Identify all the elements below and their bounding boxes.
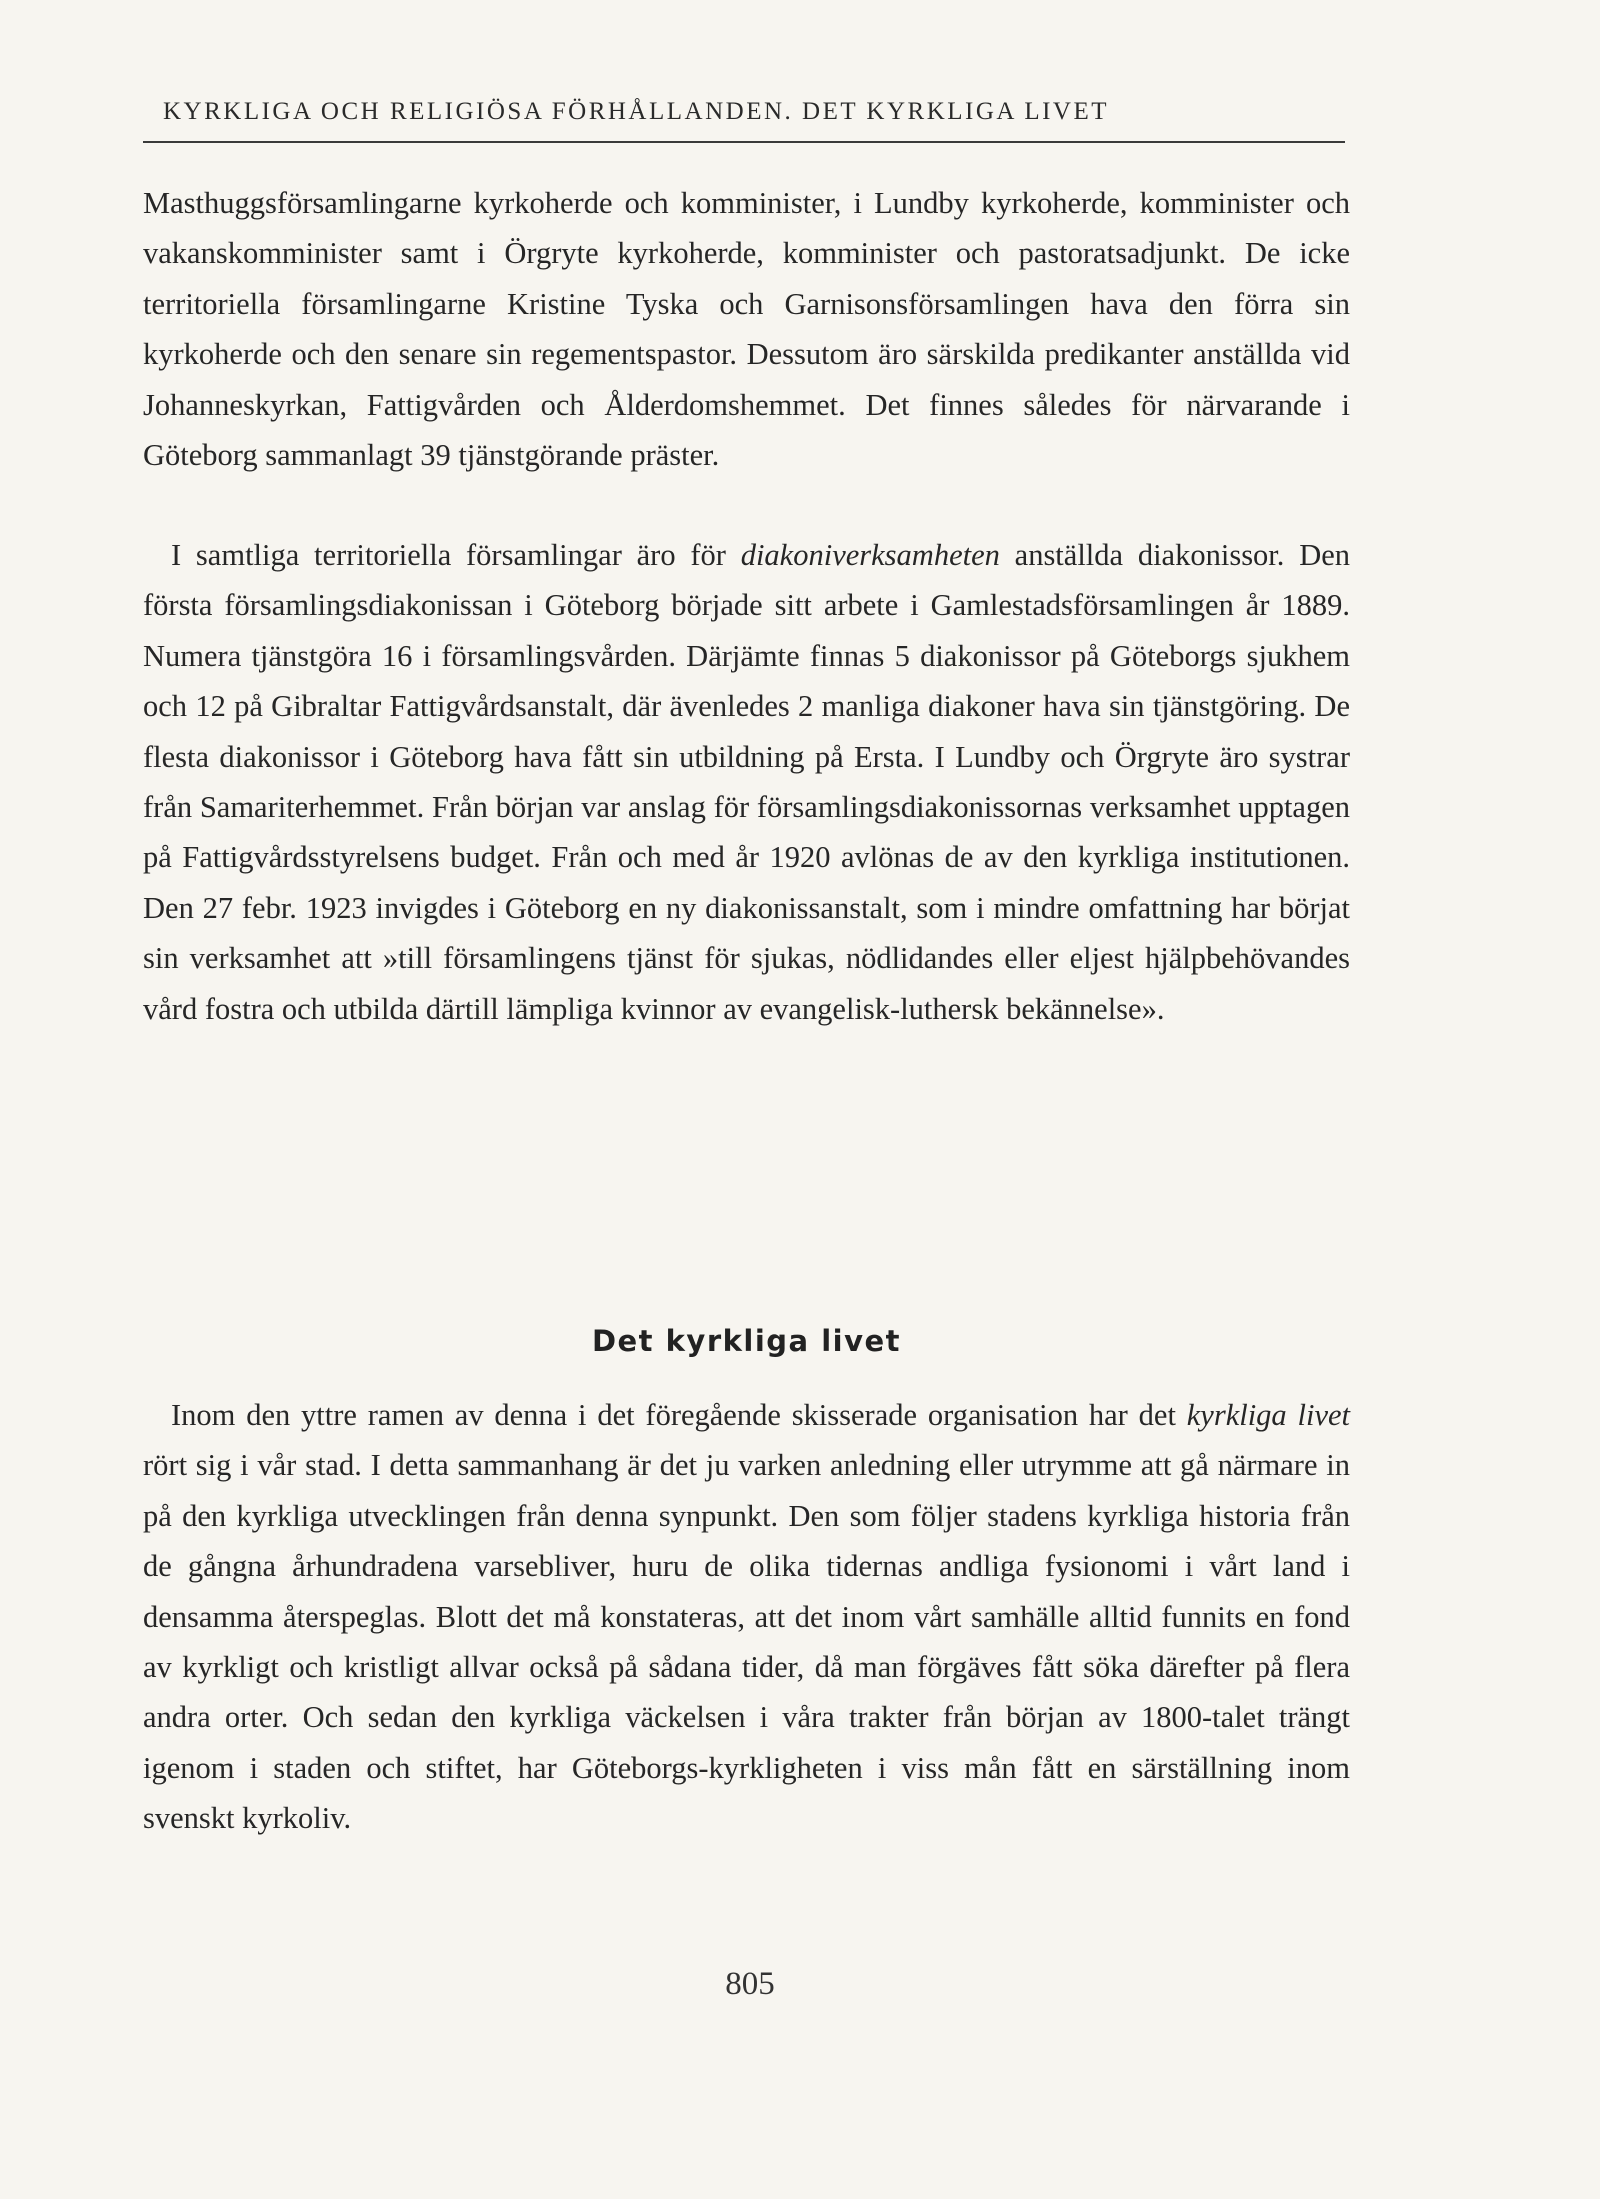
running-head: KYRKLIGA OCH RELIGIÖSA FÖRHÅLLANDEN. DET KYRKLIGA LIVET xyxy=(163,98,1110,125)
paragraph-1-text: Masthuggsförsamlingarne kyrkoherde och komminister, i Lundby kyrkoherde, komminister och vakanskomminister samt i Örgryte kyrkoherde, komminister och pastoratsadjunkt. De icke territoriella församlingarne Kristine Tyska och Garnisonsförsamlingen hava den förra sin kyrkoherde och den senare sin regementspastor. Dessutom äro särskilda predikanter anställda vid Johanneskyrkan, Fattigvården och Ålderdomshemmet. Det finnes således för närvarande i Göteborg sammanlagt 39 tjänstgörande präster. xyxy=(143,186,1350,473)
paragraph-2-before: I samtliga territoriella församlingar äro för xyxy=(171,538,741,572)
page-number: 805 xyxy=(725,1966,775,2002)
paragraph-2-text xyxy=(143,530,1350,1034)
paragraph-3 xyxy=(143,1390,1350,1844)
section-title: Det kyrkliga livet xyxy=(591,1324,902,1358)
paragraph-2-after: anställda diakonissor. Den första församlingsdiakonissan i Göteborg började sitt arbete i Gamlestadsförsamlingen år 1889. Numera tjänstgöra 16 i församlingsvården. Därjämte finnas 5 diakonissor på Göteborgs sjukhem och 12 på Gibraltar Fattigvårdsanstalt, där ävenledes 2 manliga diakoner hava sin tjänstgöring. De flesta diakonissor i Göteborg hava fått sin utbildning på Ersta. I Lundby och Örgryte äro systrar från Samariterhemmet. Från början var anslag för församlingsdiakonissornas verksamhet upptagen på Fattigvårdsstyrelsens budget. Från och med år 1920 avlönas de av den kyrkliga institutionen. Den 27 febr. 1923 invigdes i Göteborg en ny diakonissanstalt, som i mindre omfattning har börjat sin verksamhet att »till församlingens tjänst för sjukas, nödlidandes eller eljest hjälpbehövandes vård fostra och utbilda därtill lämpliga kvinnor av evangelisk-luthersk bekännelse». xyxy=(143,538,1351,1026)
paragraph-3-text xyxy=(143,1390,1350,1844)
paragraph-1 xyxy=(143,178,1350,480)
paragraph-3-emphasis: kyrkliga livet xyxy=(1186,1398,1350,1432)
paragraph-2-emphasis: diakoniverksamheten xyxy=(740,538,1000,572)
paragraph-2 xyxy=(143,530,1350,1034)
paragraph-3-before: Inom den yttre ramen av denna i det föregående skisserade organisation har det xyxy=(171,1398,1187,1432)
header-rule xyxy=(143,141,1345,143)
paragraph-3-after: rört sig i vår stad. I detta sammanhang är det ju varken anledning eller utrymme att gå närmare in på den kyrkliga utvecklingen från denna synpunkt. Den som följer stadens kyrkliga historia från de gångna århundradena varsebliver, huru de olika tidernas andliga fysionomi i vårt land i densamma återspeglas. Blott det må konstateras, att det inom vårt samhälle alltid funnits en fond av kyrkligt och kristligt allvar också på sådana tider, då man förgäves fått söka därefter på flera andra orter. Och sedan den kyrkliga väckelsen i våra trakter från början av 1800-talet trängt igenom i staden och stiftet, har Göteborgs-kyrkligheten i viss mån fått en särställning inom svenskt kyrkoliv. xyxy=(143,1448,1350,1836)
